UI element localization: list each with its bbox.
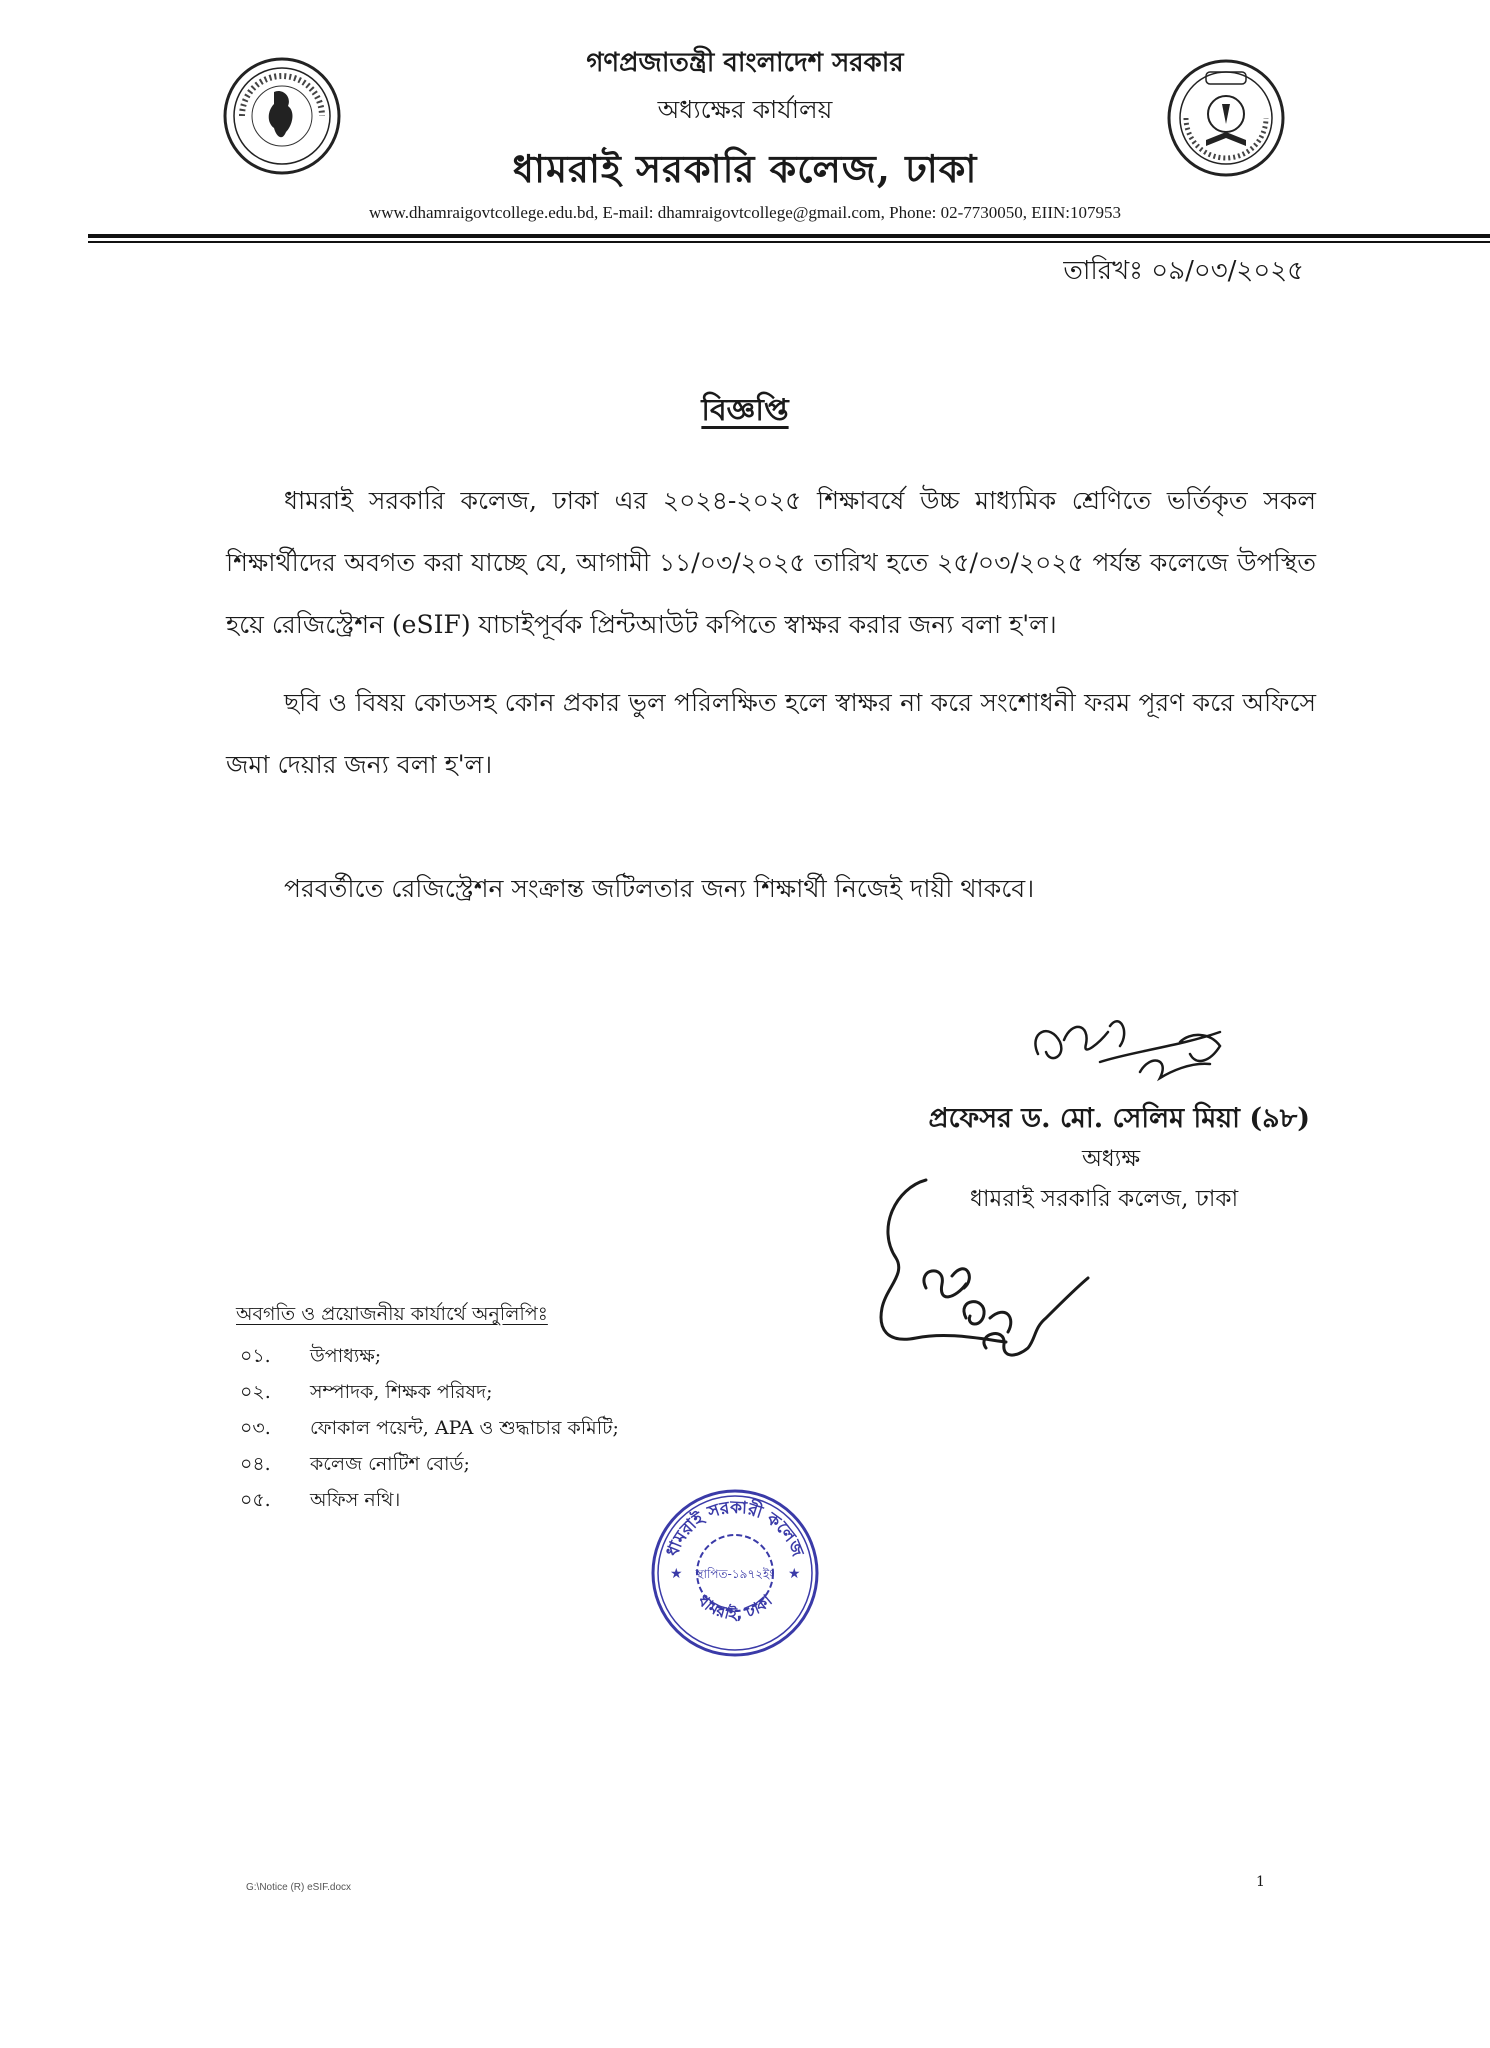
contact-line: www.dhamraigovtcollege.edu.bd, E-mail: dhamraigovtcollege@gmail.com, Phone: 02-7730050, EIIN:107953 [369,203,1121,222]
header-divider [88,234,1490,238]
notice-title: বিজ্ঞপ্তি [701,393,789,428]
notice-paragraph [226,858,1316,920]
cc-item-number: ০৪. [240,1453,271,1475]
cc-item-number: ০১. [240,1345,271,1367]
header-divider-thin [88,241,1490,243]
college-stamp [648,1486,822,1660]
cc-list [240,1338,619,1518]
notice-date: তারিখঃ ০৯/০৩/২০২৫ [1063,256,1304,286]
cc-item-text: সম্পাদক, শিক্ষক পরিষদ; [310,1381,493,1403]
cc-item-text: উপাধ্যক্ষ; [310,1345,382,1367]
cc-item-text: কলেজ নোটিশ বোর্ড; [310,1453,470,1475]
cc-item-number: ০২. [240,1381,271,1403]
cc-item-text: অফিস নথি। [310,1489,401,1511]
paragraph-text: ধামরাই সরকারি কলেজ, ঢাকা এর ২০২৪-২০২৫ শিক্ষাবর্ষে উচ্চ মাধ্যমিক শ্রেণিতে ভর্তিকৃত সকল শিক্ষার্থীদের অবগত করা যাচ্ছে যে, আগামী ১১/০৩/২০২৫ তারিখ হতে ২৫/০৩/২০২৫ পর্যন্ত কলেজে উপস্থিত হয়ে রেজিস্ট্রেশন (eSIF) যাচাইপূর্বক প্রিন্টআউট কপিতে স্বাক্ষর করার জন্য বলা হ'ল। [226,486,1316,639]
stamp-star-icon: ★ [788,1566,801,1582]
cc-heading: অবগতি ও প্রয়োজনীয় কার্যার্থে অনুলিপিঃ [236,1303,548,1325]
stamp-star-icon: ★ [670,1566,683,1582]
paragraph-text: ছবি ও বিষয় কোডসহ কোন প্রকার ভুল পরিলক্ষিত হলে স্বাক্ষর না করে সংশোধনী ফরম পূরণ করে অফিসে জমা দেয়ার জন্য বলা হ'ল। [226,688,1316,779]
signatory-college: ধামরাই সরকারি কলেজ, ঢাকা [970,1186,1239,1212]
stamp-bottom-text: ধামরাই, ঢাকা [694,1590,776,1624]
signatory-name: প্রফেসর ড. মো. সেলিম মিয়া (৯৮) [928,1103,1310,1134]
principal-signature [1020,1002,1250,1102]
cc-item [240,1338,619,1374]
cc-item-number: ০৩. [240,1417,271,1439]
cc-item [240,1374,619,1410]
cc-item [240,1410,619,1446]
paragraph-text: পরবর্তীতে রেজিস্ট্রেশন সংক্রান্ত জটিলতার জন্য শিক্ষার্থী নিজেই দায়ী থাকবে। [284,874,1035,903]
stamp-inner-text: স্থাপিত-১৯৭২ইং [695,1567,775,1581]
cc-item-number: ০৫. [240,1489,271,1511]
signatory-role: অধ্যক্ষ [1082,1146,1141,1172]
office-name: অধ্যক্ষের কার্যালয় [657,95,833,124]
college-name: ধামরাই সরকারি কলেজ, ঢাকা [512,146,978,191]
initial-signature [856,1168,1096,1378]
notice-paragraph [226,672,1316,796]
stamp-outer-text: ধামরাই সরকারী কলেজ [662,1497,808,1560]
file-path: G:\Notice (R) eSIF.docx [246,1882,352,1893]
cc-item [240,1482,619,1518]
cc-item-text: ফোকাল পয়েন্ট, APA ও শুদ্ধাচার কমিটি; [310,1417,619,1439]
cc-item [240,1446,619,1482]
page-number: 1 [1256,1874,1265,1890]
govt-name: গণপ্রজাতন্ত্রী বাংলাদেশ সরকার [586,48,904,78]
notice-paragraph [226,470,1316,656]
